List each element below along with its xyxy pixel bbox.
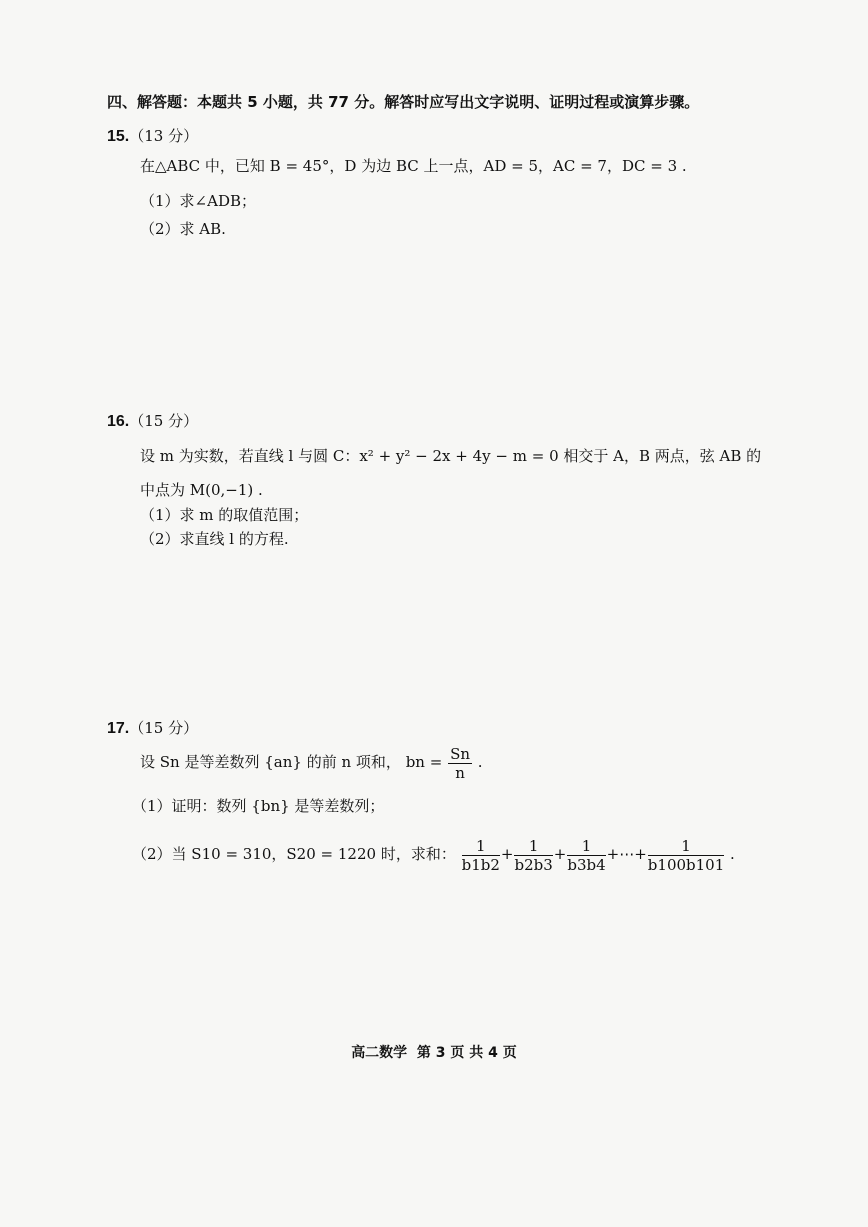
q17-sum-term-1-num: 1 [462, 837, 500, 856]
q17-score: （15 分） [129, 719, 199, 737]
q17-sum-term-last [648, 837, 724, 874]
q16-number: 16. [107, 413, 130, 430]
q16-score: （15 分） [129, 412, 199, 430]
q17-bn-lhs: bn = [405, 753, 443, 771]
q17-sum-term-2-den: b2b3 [514, 855, 553, 874]
q17-sum-term-3-den: b3b4 [567, 855, 606, 874]
q17-bn-fraction [448, 745, 472, 782]
q15-header [107, 125, 198, 148]
q17-stem: 设 Sn 是等差数列 {an} 的前 n 项和， bn = $\frac{Sn}{n}$ . [140, 744, 483, 782]
q17-part2-text: （2）当 S10 = 310，S20 = 1220 时，求和： [132, 845, 456, 863]
q17-part2: （2）当 S10 = 310，S20 = 1220 时，求和： $\frac{1}{b1b2}$ + $\frac{1}{b2b3}$ + $\frac{1}{b3b4}$ +⋯+ $\frac{1}{b100b101}$ . [132, 836, 735, 874]
q15-score: （13 分） [129, 127, 199, 145]
q17-stem-text: 设 Sn 是等差数列 {an} 的前 n 项和， [140, 753, 401, 771]
q17-sum-term-3 [567, 837, 605, 874]
q17-part1: （1）证明：数列 {bn} 是等差数列； [132, 797, 385, 815]
section-heading: 四、解答题：本题共 5 小题，共 77 分。解答时应写出文字说明、证明过程或演算步骤。 [107, 93, 700, 111]
q17-header [107, 717, 198, 740]
q17-bn-numerator: Sn [450, 744, 471, 763]
q16-part1: （1）求 m 的取值范围； [140, 506, 309, 524]
q15-part1: （1）求∠ADB； [140, 192, 256, 210]
q15-part2: （2）求 AB. [140, 220, 226, 238]
q17-sum-term-1 [462, 837, 500, 874]
q15-number: 15. [107, 128, 130, 145]
q16-stem-line1: 设 m 为实数，若直线 l 与圆 C：x² + y² − 2x + 4y − m = 0 相交于 A，B 两点，弦 AB 的 [140, 447, 762, 465]
q17-ellipsis: +⋯+ [606, 845, 647, 863]
q16-header [107, 410, 198, 433]
q17-sum-term-last-den: b100b101 [647, 855, 725, 874]
q17-sum-term-last-num: 1 [648, 837, 724, 856]
q17-sum-term-3-num: 1 [567, 837, 605, 856]
q16-stem-line2: 中点为 M(0,−1) . [140, 481, 263, 499]
q15-stem: 在△ABC 中，已知 B = 45°，D 为边 BC 上一点，AD = 5，AC = 7，DC = 3 . [140, 157, 687, 175]
q16-part2: （2）求直线 l 的方程. [140, 530, 289, 548]
page-footer: 高二数学 第 3 页 共 4 页 [351, 1045, 517, 1061]
q17-bn-denominator: n [455, 763, 465, 782]
q17-sum-term-2-num: 1 [514, 837, 552, 856]
q17-number: 17. [107, 720, 130, 737]
q17-sum-term-1-den: b1b2 [461, 855, 500, 874]
q17-sum-term-2 [514, 837, 552, 874]
